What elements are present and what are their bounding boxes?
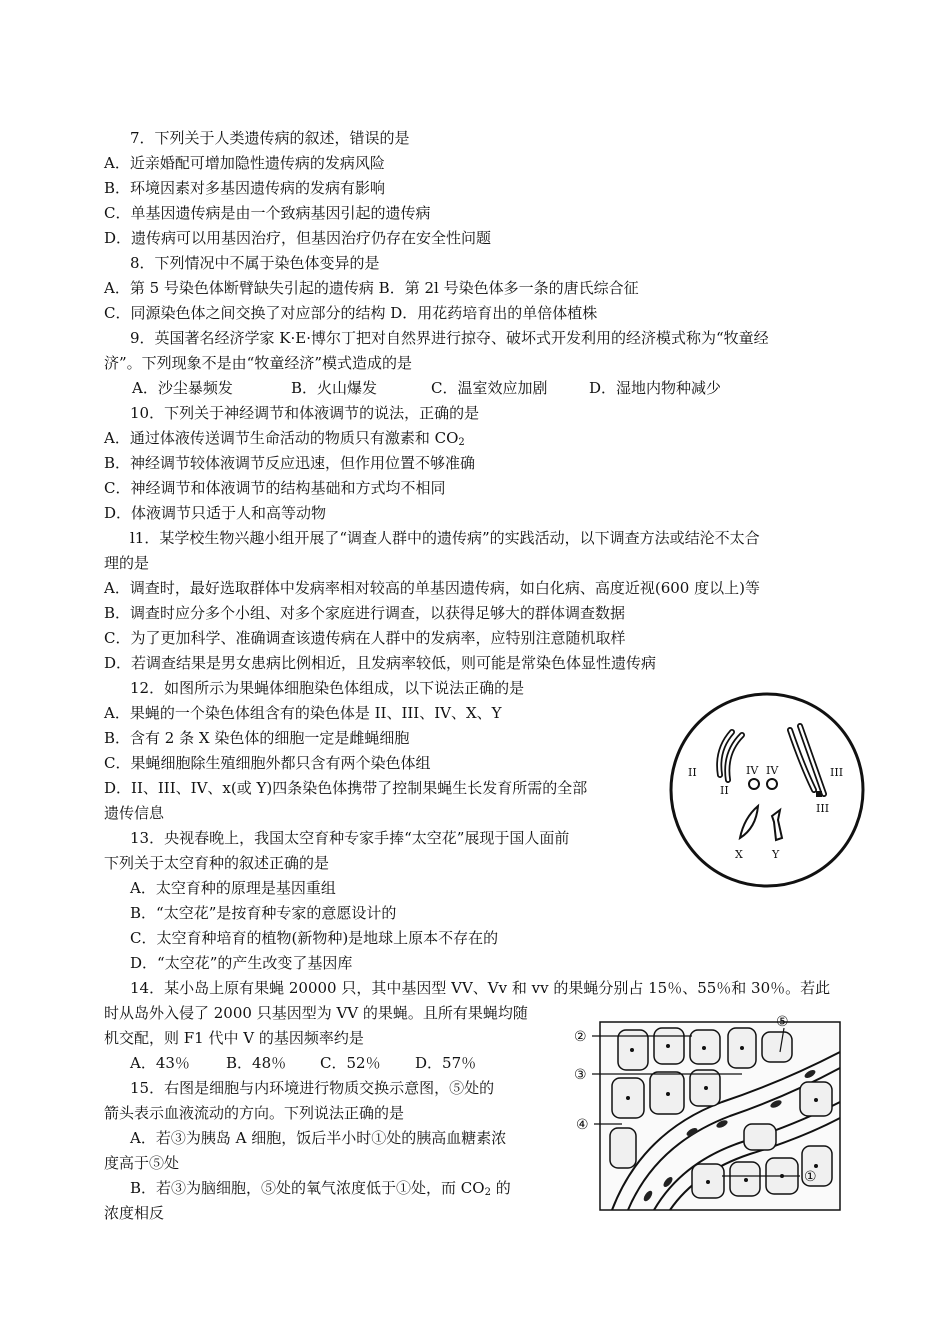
question-9-stem-line1: 9．英国著名经济学家 K·E·博尔丁把对自然界进行掠夺、破坏式开发利用的经济模式称为“牧童经 [130,329,769,347]
question-9-option-a: A．沙尘暴频发 [132,379,233,397]
question-15-stem-line2: 箭头表示血液流动的方向。下列说法正确的是 [104,1104,405,1122]
fruit-fly-chromosome-figure [662,690,872,890]
question-7-stem: 7．下列关于人类遗传病的叙述，错误的是 [130,129,410,147]
label-y: Y [772,848,780,861]
question-11-stem-line1: l1．某学校生物兴趣小组开展了“调查人群中的遗传病”的实践活动，以下调查方法或结沦不太合 [130,529,760,547]
label-iv-left: IV [746,764,759,777]
question-8-options-cd: C．同源染色体之间交换了对应部分的结构 D．用花药培育出的单倍体植株 [104,304,598,322]
question-7-option-c: C．单基因遗传病是由一个致病基因引起的遗传病 [104,204,431,222]
question-12-option-b: B．含有 2 条 X 染色体的细胞一定是雌蝇细胞 [104,729,410,747]
label-iii-bottom: III [816,802,830,815]
label-2: ② [574,1029,587,1045]
question-15-option-a-line2: 度高于⑤处 [104,1154,180,1172]
tissue-exchange-figure [572,1012,842,1212]
question-7-option-d: D．遗传病可以用基因治疗，但基因治疗仍存在安全性问题 [104,229,492,247]
question-11-option-c: C．为了更加科学、准确调查该遗传病在人群中的发病率，应特别注意随机取样 [104,629,626,647]
question-14-stem-line1: 14．某小岛上原有果蝇 20000 只，其中基因型 VV、Vv 和 vv 的果蝇分别占 15％、55％和 30％。若此 [130,979,831,997]
question-8-options-ab: A．第 5 号染色体断臂缺失引起的遗传病 B．第 2l 号染色体多一条的唐氏综合征 [104,279,639,297]
question-12-option-d-line1: D．II、III、IV、x(或 Y)四条染色体携带了控制果蝇生长发育所需的全部 [104,779,588,797]
tissue-cell [762,1032,792,1062]
question-12-option-a: A．果蝇的一个染色体组含有的染色体是 II、III、IV、X、Y [104,704,502,722]
tissue-cell [610,1128,636,1168]
label-5: ⑤ [776,1014,789,1030]
question-12-option-d-line2: 遗传信息 [104,804,165,822]
question-15-option-a-line1: A．若③为胰岛 A 细胞，饭后半小时①处的胰高血糖素浓 [130,1129,507,1147]
question-10-option-a [104,428,465,453]
question-14-option-b: B．48％ [226,1054,287,1072]
question-14-option-d: D．57％ [415,1054,477,1072]
label-ii-left: II [688,766,697,779]
question-15-option-b-text: B．若③为脑细胞，⑤处的氧气浓度低于①处，而 CO [130,1179,485,1197]
question-11-option-d: D．若调查结果是男女患病比例相近，且发病率较低，则可能是常染色体显性遗传病 [104,654,657,672]
question-15-option-b-line1 [130,1178,511,1203]
question-10-option-a-text: A．通过体液传送调节生命活动的物质只有激素和 CO [104,429,459,447]
question-13-option-a: A．太空育种的原理是基因重组 [130,879,336,897]
label-ii-bottom: II [720,784,729,797]
question-14-stem-line2: 时从岛外入侵了 2000 只基因型为 VV 的果蝇。且所有果蝇均随 [104,1004,528,1022]
chromosome-x [740,806,758,838]
question-13-option-c: C．太空育种培育的植物(新物种)是地球上原本不存在的 [130,929,499,947]
question-7-option-b: B．环境因素对多基因遗传病的发病有影响 [104,179,386,197]
question-13-stem-line2: 下列关于太空育种的叙述正确的是 [104,854,330,872]
cell-outline [671,694,863,886]
chromosome-y [772,810,782,840]
question-15-option-b-tail: 的 [490,1179,511,1197]
chromosome-iv-b [767,779,777,789]
question-10-option-c: C．神经调节和体液调节的结构基础和方式均不相同 [104,479,446,497]
label-iii-right: III [830,766,844,779]
question-8-stem: 8．下列情况中不属于染色体变异的是 [130,254,380,272]
label-1: ① [804,1169,817,1185]
question-10-option-b: B．神经调节较体液调节反应迅速，但作用位置不够准确 [104,454,476,472]
question-14-options [130,1053,476,1073]
question-15-option-b-line2: 浓度相反 [104,1204,165,1222]
question-14-option-a: A．43％ [130,1054,190,1072]
label-3: ③ [574,1067,587,1083]
chromosome-iv-a [749,779,759,789]
tissue-cell [744,1124,776,1150]
label-x: X [735,848,743,861]
label-iv-right: IV [766,764,779,777]
subscript-2: 2 [484,1187,491,1198]
question-11-option-b: B．调查时应分多个小组、对多个家庭进行调查，以获得足够大的群体调查数据 [104,604,626,622]
question-9-stem-line2: 济”。下列现象不是由“牧童经济”模式造成的是 [104,354,413,372]
question-7-option-a: A．近亲婚配可增加隐性遗传病的发病风险 [104,154,385,172]
question-11-option-a: A．调查时，最好选取群体中发病率相对较高的单基因遗传病，如白化病、高度近视(600 度以上)等 [104,579,760,597]
subscript-2: 2 [458,437,465,448]
question-9-option-b: B．火山爆发 [291,379,378,397]
question-9-option-c: C．温室效应加剧 [431,379,548,397]
question-9-options [132,378,721,398]
label-4: ④ [576,1117,589,1133]
question-9-option-d: D．湿地内物种减少 [589,379,722,397]
question-11-stem-line2: 理的是 [104,554,150,572]
question-12-option-c: C．果蝇细胞除生殖细胞外都只含有两个染色体组 [104,754,431,772]
question-14-stem-line3: 机交配，则 F1 代中 V 的基因频率约是 [104,1029,364,1047]
question-15-stem-line1: 15．右图是细胞与内环境进行物质交换示意图，⑤处的 [130,1079,495,1097]
question-14-option-c: C．52％ [320,1054,381,1072]
question-13-option-d: D．“太空花”的产生改变了基因库 [130,954,353,972]
question-13-stem-line1: 13．央视春晚上，我国太空育种专家手捧“太空花”展现于国人面前 [130,829,570,847]
question-10-stem: 10．下列关于神经调节和体液调节的说法，正确的是 [130,404,480,422]
question-12-stem: 12．如图所示为果蝇体细胞染色体组成，以下说法正确的是 [130,679,525,697]
question-10-option-d: D．体液调节只适于人和高等动物 [104,504,327,522]
question-13-option-b: B．“太空花”是按育种专家的意愿设计的 [130,904,397,922]
